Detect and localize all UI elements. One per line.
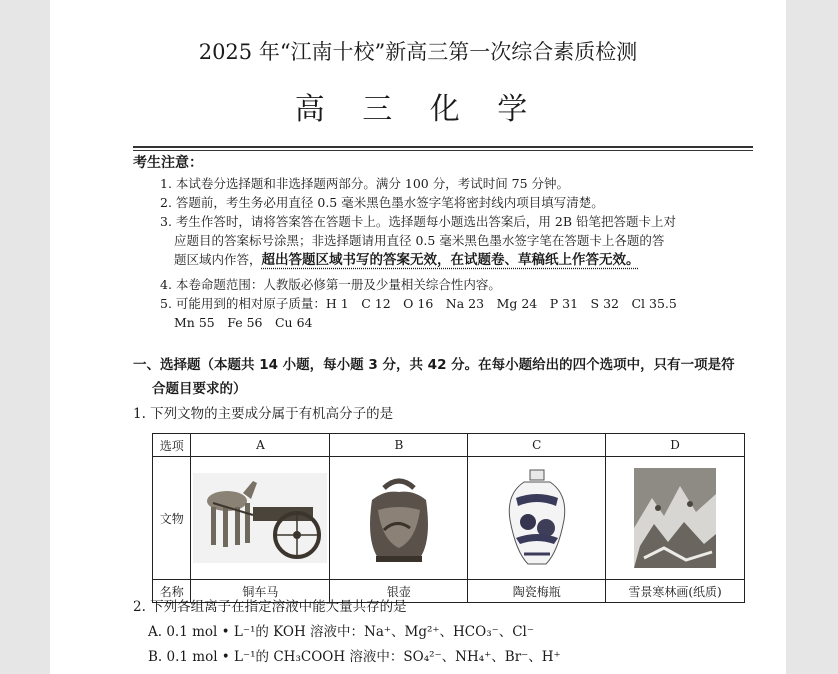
snow-landscape-painting-image <box>634 468 716 568</box>
exam-page <box>50 0 786 674</box>
q1-stem: 1. 下列文物的主要成分属于有机高分子的是 <box>133 406 394 422</box>
option-d-label: D <box>606 434 745 457</box>
row-label-name: 名称 <box>153 580 191 603</box>
q2-stem: 2. 下列各组离子在指定溶液中能大量共存的是 <box>133 599 407 615</box>
option-b-name: 银壶 <box>330 580 468 603</box>
divider-thin <box>133 150 753 151</box>
row-label-option: 选项 <box>153 434 191 457</box>
notice-line-3c-text: 题区域内作答， <box>174 252 262 267</box>
option-b-label: B <box>330 434 468 457</box>
section1-heading-2: 合题目要求的） <box>152 381 247 397</box>
q1-option-table <box>152 433 745 603</box>
notice-line-3: 3. 考生作答时，请将答案答在答题卡上。选择题每小题选出答案后，用 2B 铅笔把答题卡上对 <box>160 214 676 229</box>
section1-heading: 一、选择题（本题共 14 小题，每小题 3 分，共 42 分。在每小题给出的四个选项中，只有一项是符 <box>133 357 735 373</box>
notice-line-2: 2. 答题前，考生务必用直径 0.5 毫米黑色墨水签字笔将密封线内项目填写清楚。 <box>160 195 604 210</box>
silver-pot-image <box>354 470 444 566</box>
porcelain-vase-image <box>502 468 572 568</box>
notice-heading: 考生注意： <box>133 155 203 171</box>
notice-line-4: 4. 本卷命题范围：人教版必修第一册及少量相关综合性内容。 <box>160 277 501 292</box>
subject-title: 高 三 化 学 <box>294 92 542 127</box>
divider-thick <box>133 146 753 148</box>
option-c-name: 陶瓷梅瓶 <box>468 580 606 603</box>
notice-line-3c <box>174 251 640 269</box>
row-label-artifact: 文物 <box>153 457 191 580</box>
option-b-image <box>330 457 468 580</box>
exam-title: 2025 年“江南十校”新高三第一次综合素质检测 <box>198 40 638 64</box>
option-d-name: 雪景寒林画(纸质) <box>606 580 745 603</box>
option-a-image <box>191 457 330 580</box>
option-a-name: 铜车马 <box>191 580 330 603</box>
notice-emphasis: 超出答题区域书写的答案无效，在试题卷、草稿纸上作答无效。 <box>261 252 640 268</box>
notice-line-5: 5. 可能用到的相对原子质量：H 1 C 12 O 16 Na 23 Mg 24 P 31 S 32 Cl 35.5 <box>160 296 677 311</box>
q2-option-b: B. 0.1 mol • L⁻¹的 CH₃COOH 溶液中：SO₄²⁻、NH₄⁺、Br⁻、H⁺ <box>148 649 561 665</box>
notice-line-5b: Mn 55 Fe 56 Cu 64 <box>174 315 313 330</box>
notice-line-1: 1. 本试卷分选择题和非选择题两部分。满分 100 分，考试时间 75 分钟。 <box>160 176 570 191</box>
option-a-label: A <box>191 434 330 457</box>
option-d-image <box>606 457 745 580</box>
notice-line-3b: 应题目的答案标号涂黑；非选择题请用直径 0.5 毫米黑色墨水签字笔在答题卡上各题的答 <box>174 233 665 248</box>
bronze-chariot-image <box>193 473 327 563</box>
option-c-image <box>468 457 606 580</box>
q2-option-a: A. 0.1 mol • L⁻¹的 KOH 溶液中：Na⁺、Mg²⁺、HCO₃⁻、Cl⁻ <box>148 624 535 640</box>
option-c-label: C <box>468 434 606 457</box>
